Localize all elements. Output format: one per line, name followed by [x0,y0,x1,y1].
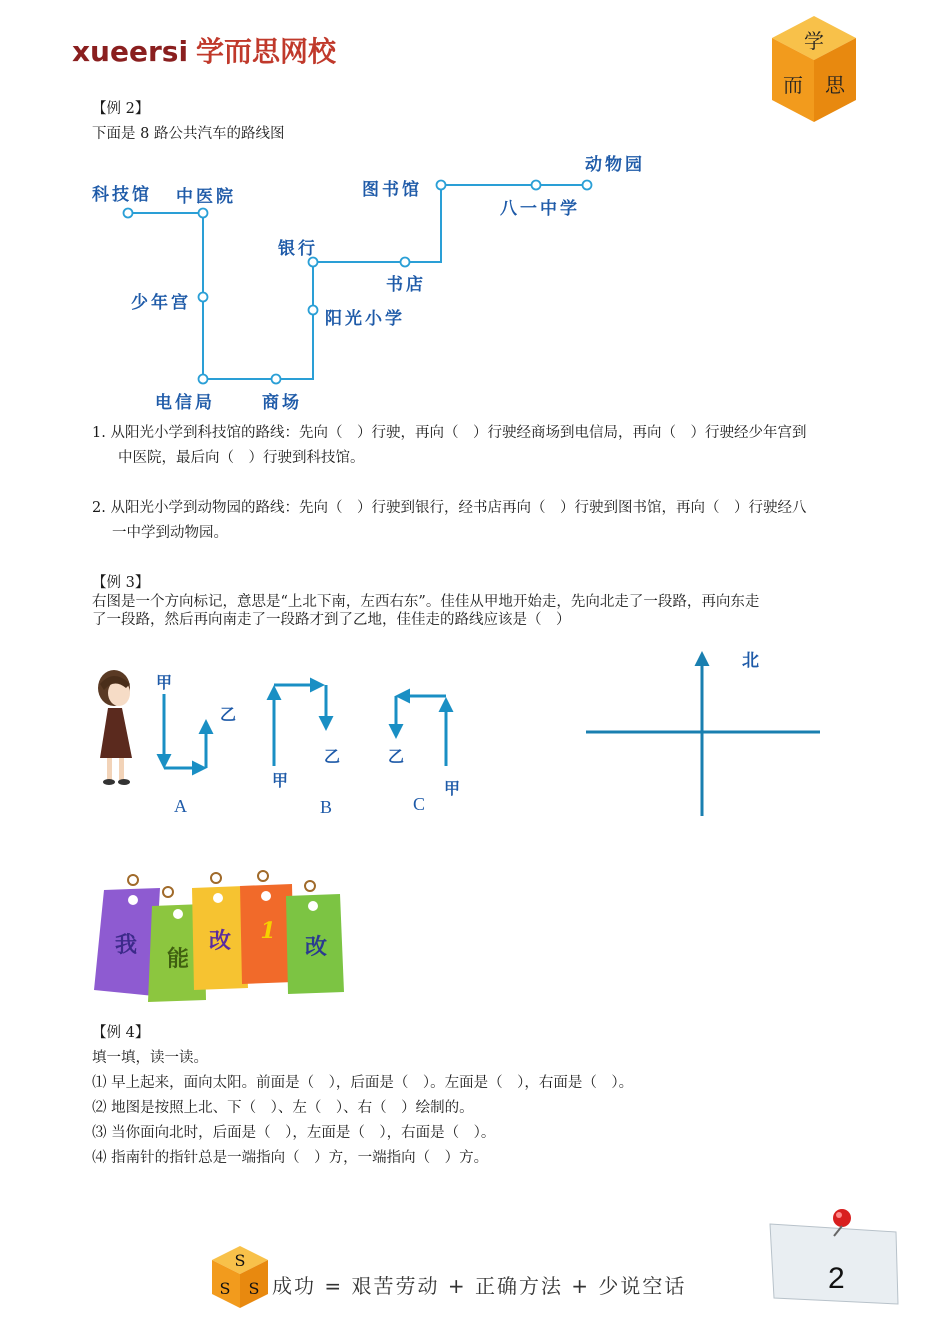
footer-motto: 成功 = 艰苦劳动 + 正确方法 + 少说空话 [272,1274,687,1298]
route-b-end-label: 乙 [324,747,341,766]
station-tushuguan: 图书馆 [362,180,422,200]
station-shudian: 书店 [386,275,426,295]
stop-dongwuyuan [583,181,592,190]
example4-title: 【例 4】 [92,1025,150,1041]
example2-q1-line2: 中医院，最后向（ ）行驶到科技馆。 [118,450,365,466]
compass-north-label: 北 [742,651,759,671]
brand-logo [72,30,336,70]
route-b-start-label: 甲 [272,771,289,790]
example4-item-2: ⑵ 地图是按照上北、下（ ）、左（ ）、右（ ）绘制的。 [92,1100,474,1116]
tag-text-0: 我 [114,933,138,958]
sss-letter-top: S [234,1251,246,1270]
cube-logo-icon [768,14,860,126]
girl-illustration-icon [86,666,146,790]
example2-intro: 下面是 8 路公共汽车的路线图 [92,126,285,142]
brand-en: xueersi [72,35,189,68]
example2-q1-line1: 1. 从阳光小学到科技馆的路线：先向（ ）行驶，再向（ ）行驶经商场到电信局，再向（ ）行驶经少年宫到 [92,425,807,441]
station-shangchang: 商场 [262,393,302,413]
stop-shangchang [272,375,281,384]
tag-text-3: 1 [260,918,276,944]
station-zhongyiyuan: 中医院 [176,187,236,207]
example2-q2-line1: 2. 从阳光小学到动物园的路线：先向（ ）行驶到银行，经书店再向（ ）行驶到图书馆，再向（ ）行驶经八 [92,500,807,516]
station-bayi: 八一中学 [500,199,580,219]
stop-zhongyiyuan [199,209,208,218]
stop-kejiguan [124,209,133,218]
compass-cross [580,644,830,824]
station-dongwuyuan: 动物园 [585,155,645,175]
example3-line2: 了一段路，然后再向南走了一段路才到了乙地，佳佳走的路线应该是（ ） [92,612,571,628]
choice-a[interactable]: A [174,796,187,816]
sss-letter-right: S [248,1279,260,1298]
route-a-start-label: 甲 [156,673,173,692]
example4-intro: 填一填，读一读。 [92,1050,208,1066]
station-yinhang: 银行 [278,239,318,259]
stop-bayi [532,181,541,190]
stop-dianxinju [199,375,208,384]
example4-item-4: ⑷ 指南针的指针总是一端指向（ ）方，一端指向（ ）方。 [92,1150,489,1166]
stop-yangguang [309,306,318,315]
route-c-start-label: 甲 [444,779,461,798]
tag-text-4: 改 [304,935,328,960]
choice-c[interactable]: C [413,794,426,814]
tag-text-2: 改 [208,929,232,954]
sss-letter-left: S [219,1279,231,1298]
sss-cube-icon [210,1244,270,1310]
example3-line1: 右图是一个方向标记，意思是“上北下南，左西右东”。佳佳从甲地开始走，先向北走了一段路，再向东走 [92,594,760,610]
page-number: 2 [828,1262,845,1295]
example3-title: 【例 3】 [92,575,150,591]
route-a-end-label: 乙 [220,705,237,724]
brand-cn: 学而思网校 [196,35,337,68]
example4-item-3: ⑶ 当你面向北时，后面是（ ），左面是（ ），右面是（ ）。 [92,1125,496,1141]
station-kejiguan: 科技馆 [92,185,152,205]
example2-q2-line2: 一中学到动物园。 [112,525,228,541]
station-dianxinju: 电信局 [155,393,215,413]
cube-char-top: 学 [804,29,824,53]
stop-shudian [401,258,410,267]
station-yangguang: 阳光小学 [325,309,405,329]
example2-title: 【例 2】 [92,101,150,117]
cube-char-right: 思 [825,73,845,97]
choice-b[interactable]: B [320,797,333,817]
route-c-end-label: 乙 [388,747,405,766]
hanging-tags [88,870,350,1005]
station-shaoniangong: 少年宫 [131,293,191,313]
stop-tushuguan [437,181,446,190]
example4-item-1: ⑴ 早上起来，面向太阳。前面是（ ），后面是（ ）。左面是（ ），右面是（ ）。 [92,1075,634,1091]
cube-char-left: 而 [783,73,803,97]
stop-shaoniangong [199,293,208,302]
tag-text-1: 能 [166,947,190,972]
